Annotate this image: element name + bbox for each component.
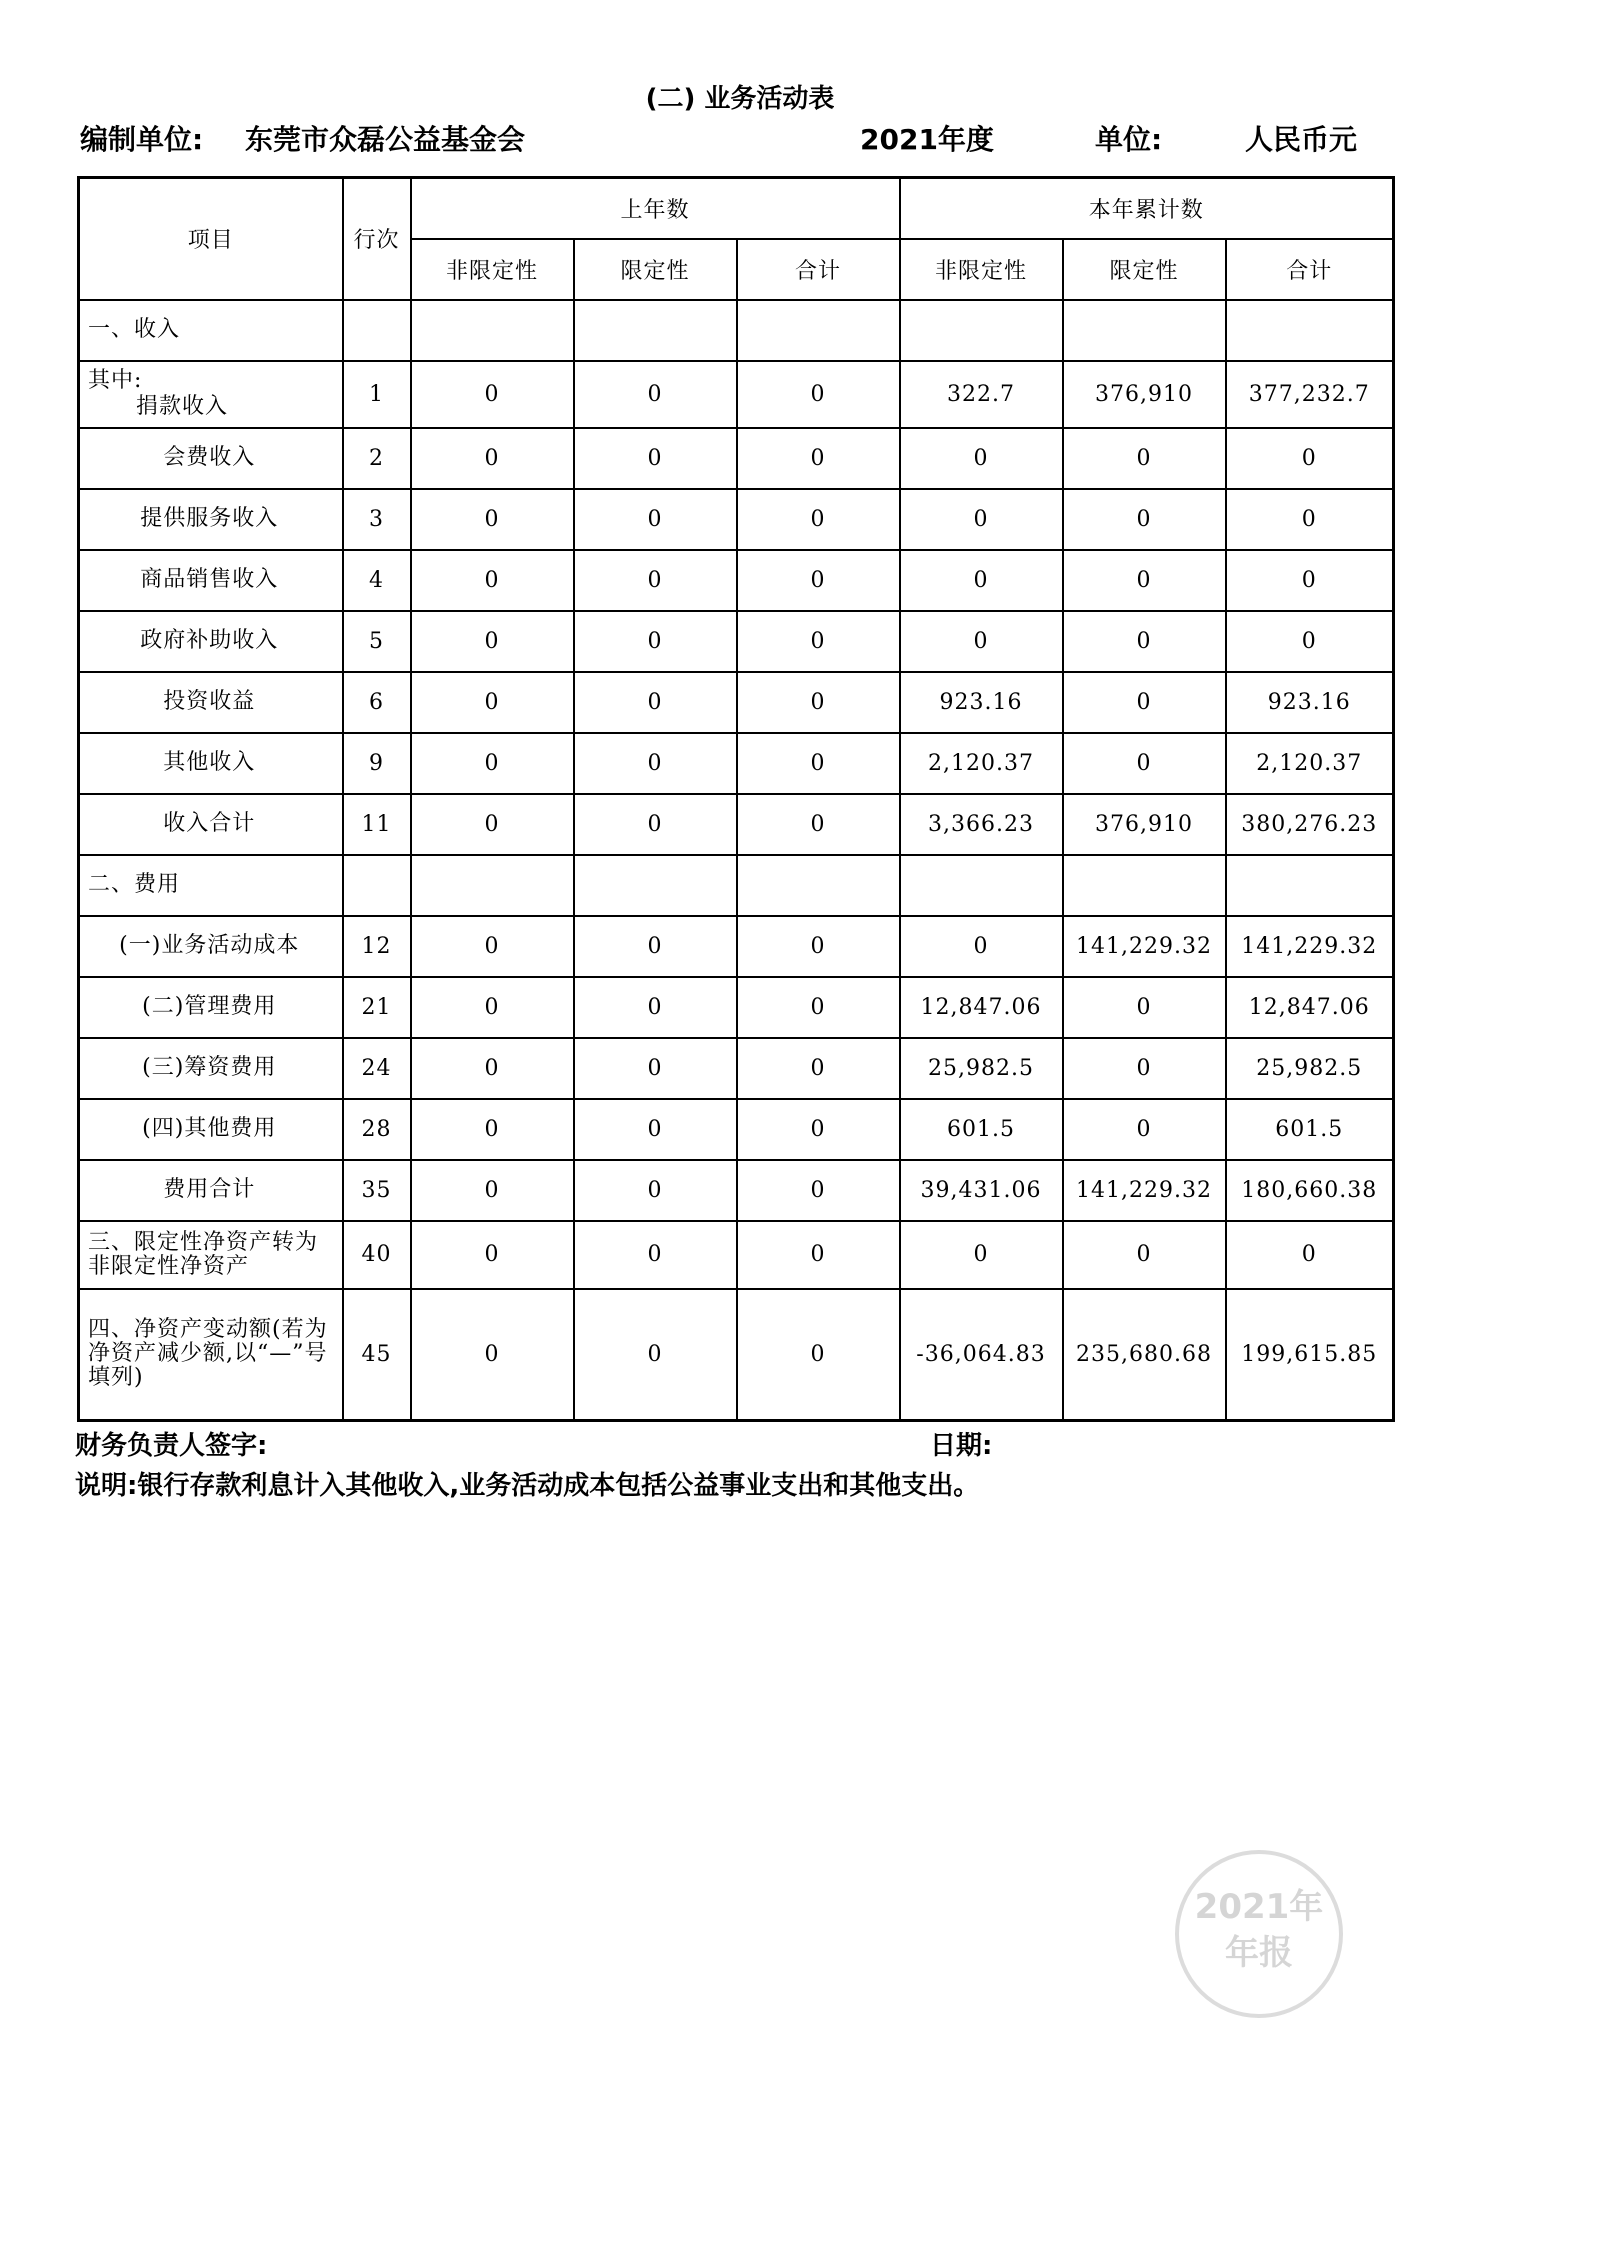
cell: 0 bbox=[411, 733, 574, 794]
row-line bbox=[343, 300, 411, 361]
table-row bbox=[79, 1038, 1394, 1099]
row-item: 商品销售收入 bbox=[79, 550, 343, 611]
table-row bbox=[79, 361, 1394, 428]
cell: 0 bbox=[900, 1221, 1063, 1289]
cell: 923.16 bbox=[900, 672, 1063, 733]
signature-label: 财务负责人签字: bbox=[75, 1431, 268, 1461]
cell: 0 bbox=[574, 733, 737, 794]
cell: 377,232.7 bbox=[1226, 361, 1394, 428]
cell: 0 bbox=[737, 794, 900, 855]
cell: 2,120.37 bbox=[900, 733, 1063, 794]
cell bbox=[411, 855, 574, 916]
row-line: 35 bbox=[343, 1160, 411, 1221]
cell bbox=[1226, 855, 1394, 916]
row-line: 5 bbox=[343, 611, 411, 672]
stamp-line1: 2021年 bbox=[1194, 1887, 1324, 1927]
row-line: 40 bbox=[343, 1221, 411, 1289]
row-item: 其他收入 bbox=[79, 733, 343, 794]
cell: 0 bbox=[900, 489, 1063, 550]
cell: 0 bbox=[1226, 550, 1394, 611]
report-year: 2021年度 bbox=[860, 123, 994, 156]
cell: 0 bbox=[1063, 672, 1226, 733]
cell bbox=[1063, 300, 1226, 361]
header-cur-unrestricted: 非限定性 bbox=[900, 239, 1063, 300]
cell: 0 bbox=[574, 489, 737, 550]
cell: 0 bbox=[574, 1099, 737, 1160]
row-item: 三、限定性净资产转为非限定性净资产 bbox=[79, 1221, 343, 1289]
row-line: 12 bbox=[343, 916, 411, 977]
org-name: 东莞市众磊公益基金会 bbox=[245, 123, 526, 156]
cell: 0 bbox=[1063, 733, 1226, 794]
date-label: 日期: bbox=[930, 1431, 993, 1461]
cell: 0 bbox=[574, 672, 737, 733]
table-row bbox=[79, 1221, 1394, 1289]
row-line: 6 bbox=[343, 672, 411, 733]
cell: 0 bbox=[411, 611, 574, 672]
cell: 0 bbox=[574, 611, 737, 672]
cell: 12,847.06 bbox=[900, 977, 1063, 1038]
cell bbox=[737, 300, 900, 361]
table-row bbox=[79, 1160, 1394, 1221]
table-row bbox=[79, 428, 1394, 489]
cell: 0 bbox=[574, 1160, 737, 1221]
annual-report-stamp bbox=[1175, 1850, 1343, 2018]
table-row bbox=[79, 672, 1394, 733]
cell: 0 bbox=[574, 977, 737, 1038]
row-item: 一、收入 bbox=[79, 300, 343, 361]
cell: 25,982.5 bbox=[1226, 1038, 1394, 1099]
cell: 0 bbox=[1226, 1221, 1394, 1289]
cell: 0 bbox=[411, 428, 574, 489]
cell: 25,982.5 bbox=[900, 1038, 1063, 1099]
table-row bbox=[79, 733, 1394, 794]
cell: 0 bbox=[411, 672, 574, 733]
cell: 0 bbox=[737, 1038, 900, 1099]
row-item-prefix: 其中: bbox=[88, 368, 143, 393]
header-prev-unrestricted: 非限定性 bbox=[411, 239, 574, 300]
cell: 0 bbox=[737, 977, 900, 1038]
cell: 0 bbox=[737, 611, 900, 672]
cell bbox=[1226, 300, 1394, 361]
note-text: 说明:银行存款利息计入其他收入,业务活动成本包括公益事业支出和其他支出。 bbox=[75, 1471, 980, 1501]
cell: 0 bbox=[737, 428, 900, 489]
cell: 0 bbox=[1063, 489, 1226, 550]
cell: 0 bbox=[411, 916, 574, 977]
cell: 141,229.32 bbox=[1226, 916, 1394, 977]
header-prev-total: 合计 bbox=[737, 239, 900, 300]
cell: 0 bbox=[737, 733, 900, 794]
row-item: (二)管理费用 bbox=[79, 977, 343, 1038]
cell: 0 bbox=[1063, 1221, 1226, 1289]
cell: 0 bbox=[900, 611, 1063, 672]
cell: 0 bbox=[900, 428, 1063, 489]
cell: 0 bbox=[737, 1289, 900, 1421]
cell: 2,120.37 bbox=[1226, 733, 1394, 794]
header-prev-restricted: 限定性 bbox=[574, 239, 737, 300]
cell: 0 bbox=[574, 794, 737, 855]
row-line: 11 bbox=[343, 794, 411, 855]
cell: 0 bbox=[411, 1099, 574, 1160]
cell: 0 bbox=[574, 1289, 737, 1421]
cell: 0 bbox=[737, 1221, 900, 1289]
row-item: 收入合计 bbox=[79, 794, 343, 855]
cell: 376,910 bbox=[1063, 361, 1226, 428]
table-row bbox=[79, 1099, 1394, 1160]
cell: 0 bbox=[411, 1221, 574, 1289]
row-item: 会费收入 bbox=[79, 428, 343, 489]
cell bbox=[900, 855, 1063, 916]
cell: 322.7 bbox=[900, 361, 1063, 428]
cell: 0 bbox=[411, 977, 574, 1038]
row-line: 24 bbox=[343, 1038, 411, 1099]
cell: 0 bbox=[737, 550, 900, 611]
activity-table bbox=[77, 176, 1395, 1422]
table-row bbox=[79, 794, 1394, 855]
cell: 0 bbox=[1063, 1038, 1226, 1099]
cell bbox=[1063, 855, 1226, 916]
cell: 0 bbox=[1226, 489, 1394, 550]
cell: 0 bbox=[411, 794, 574, 855]
cell: 0 bbox=[1226, 428, 1394, 489]
cell: 923.16 bbox=[1226, 672, 1394, 733]
unit-value: 人民币元 bbox=[1245, 123, 1358, 156]
row-line: 3 bbox=[343, 489, 411, 550]
table-row bbox=[79, 977, 1394, 1038]
row-line: 28 bbox=[343, 1099, 411, 1160]
cell: 0 bbox=[900, 550, 1063, 611]
cell: 601.5 bbox=[900, 1099, 1063, 1160]
stamp-line2: 年报 bbox=[1225, 1933, 1293, 1973]
cell bbox=[574, 300, 737, 361]
cell: 141,229.32 bbox=[1063, 1160, 1226, 1221]
table-row bbox=[79, 550, 1394, 611]
cell: 0 bbox=[737, 672, 900, 733]
table-row bbox=[79, 916, 1394, 977]
cell bbox=[574, 855, 737, 916]
row-item: (一)业务活动成本 bbox=[79, 916, 343, 977]
cell: 0 bbox=[574, 361, 737, 428]
row-item: 政府补助收入 bbox=[79, 611, 343, 672]
cell: 0 bbox=[411, 550, 574, 611]
unit-label: 单位: bbox=[1095, 123, 1163, 156]
report-title: (二) 业务活动表 bbox=[645, 84, 835, 114]
table-row bbox=[79, 611, 1394, 672]
cell: 0 bbox=[411, 1289, 574, 1421]
table-row bbox=[79, 489, 1394, 550]
table-row bbox=[79, 300, 1394, 361]
cell: 180,660.38 bbox=[1226, 1160, 1394, 1221]
cell bbox=[411, 300, 574, 361]
table-row bbox=[79, 1289, 1394, 1421]
org-label: 编制单位: bbox=[80, 123, 204, 156]
cell: 0 bbox=[411, 1160, 574, 1221]
row-item bbox=[79, 361, 343, 428]
cell: 0 bbox=[737, 361, 900, 428]
cell: 0 bbox=[737, 489, 900, 550]
cell: 0 bbox=[1063, 1099, 1226, 1160]
cell: 199,615.85 bbox=[1226, 1289, 1394, 1421]
header-prev-year: 上年数 bbox=[411, 178, 900, 239]
header-cur-total: 合计 bbox=[1226, 239, 1394, 300]
row-line: 1 bbox=[343, 361, 411, 428]
cell: -36,064.83 bbox=[900, 1289, 1063, 1421]
row-item: 提供服务收入 bbox=[79, 489, 343, 550]
cell: 39,431.06 bbox=[900, 1160, 1063, 1221]
cell: 0 bbox=[411, 361, 574, 428]
cell: 0 bbox=[574, 550, 737, 611]
cell: 0 bbox=[900, 916, 1063, 977]
cell: 601.5 bbox=[1226, 1099, 1394, 1160]
cell: 0 bbox=[1063, 611, 1226, 672]
row-line: 4 bbox=[343, 550, 411, 611]
cell bbox=[900, 300, 1063, 361]
row-line: 9 bbox=[343, 733, 411, 794]
cell: 141,229.32 bbox=[1063, 916, 1226, 977]
cell: 376,910 bbox=[1063, 794, 1226, 855]
header-item: 项目 bbox=[79, 178, 343, 300]
cell: 235,680.68 bbox=[1063, 1289, 1226, 1421]
cell: 0 bbox=[411, 1038, 574, 1099]
cell: 0 bbox=[574, 1221, 737, 1289]
row-line: 21 bbox=[343, 977, 411, 1038]
header-line: 行次 bbox=[343, 178, 411, 300]
cell: 0 bbox=[411, 489, 574, 550]
row-item: (三)筹资费用 bbox=[79, 1038, 343, 1099]
row-item: 费用合计 bbox=[79, 1160, 343, 1221]
row-line bbox=[343, 855, 411, 916]
cell: 0 bbox=[1063, 977, 1226, 1038]
cell: 0 bbox=[737, 1160, 900, 1221]
cell: 0 bbox=[1063, 428, 1226, 489]
row-item: (四)其他费用 bbox=[79, 1099, 343, 1160]
row-item: 四、净资产变动额(若为净资产减少额,以“—”号填列) bbox=[79, 1289, 343, 1421]
header-current-year: 本年累计数 bbox=[900, 178, 1394, 239]
cell bbox=[737, 855, 900, 916]
cell: 12,847.06 bbox=[1226, 977, 1394, 1038]
cell: 0 bbox=[1063, 550, 1226, 611]
row-line: 2 bbox=[343, 428, 411, 489]
cell: 0 bbox=[574, 916, 737, 977]
cell: 0 bbox=[1226, 611, 1394, 672]
row-item: 二、费用 bbox=[79, 855, 343, 916]
header-cur-restricted: 限定性 bbox=[1063, 239, 1226, 300]
cell: 380,276.23 bbox=[1226, 794, 1394, 855]
cell: 0 bbox=[574, 428, 737, 489]
row-line: 45 bbox=[343, 1289, 411, 1421]
cell: 0 bbox=[574, 1038, 737, 1099]
row-item: 投资收益 bbox=[79, 672, 343, 733]
cell: 0 bbox=[737, 916, 900, 977]
cell: 3,366.23 bbox=[900, 794, 1063, 855]
table-row bbox=[79, 855, 1394, 916]
cell: 0 bbox=[737, 1099, 900, 1160]
row-item-sub: 捐款收入 bbox=[136, 394, 229, 419]
